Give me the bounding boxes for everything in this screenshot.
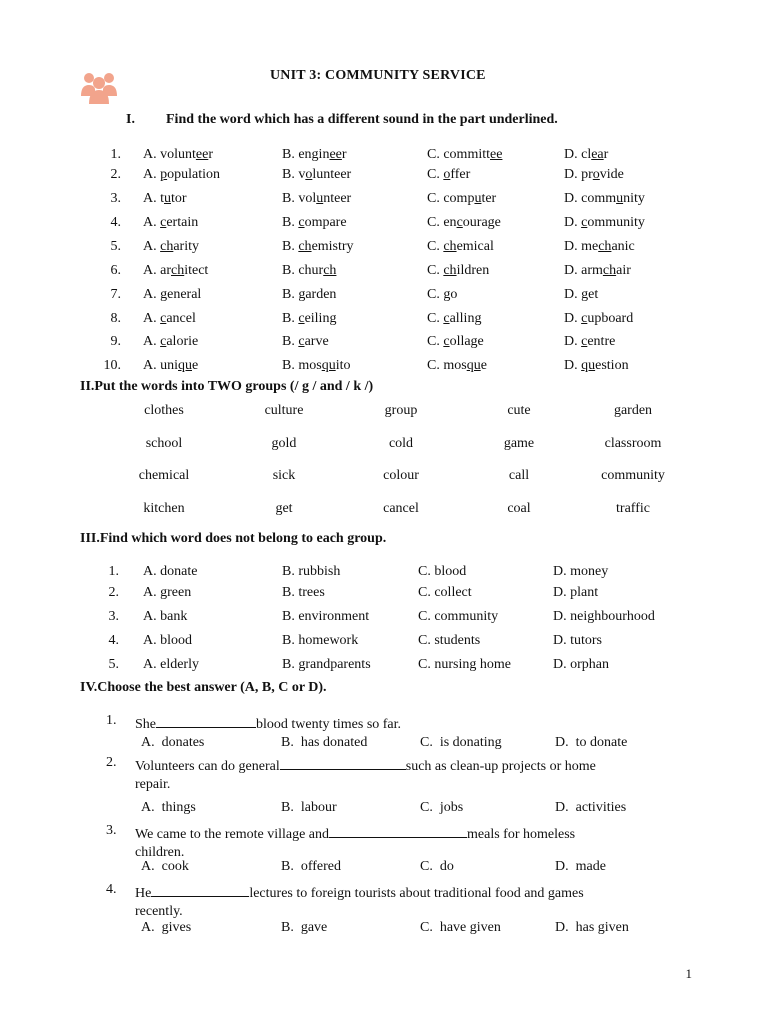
question-number: 2. [108,585,119,600]
answer-option: D. activities [555,800,627,815]
word-cell: chemical [138,468,190,483]
answer-option: B. engineer [282,147,347,162]
question-number: 2. [110,167,121,182]
underlined-part: ea [591,147,604,162]
answer-option: A. cancel [143,311,196,326]
word-cell: community [601,468,665,483]
word-cell: cancel [383,501,419,516]
underlined-part: qu [178,358,192,373]
answer-option: B. has donated [281,735,368,750]
answer-option: D. provide [564,167,624,182]
answer-option: C. children [427,263,490,278]
question-text: She blood twenty times so far. [135,713,655,734]
underlined-part: ch [160,239,174,254]
question-text: He lectures to foreign tourists about traditional food and games recently. [135,882,655,921]
question-row [0,311,768,331]
underlined-part: p [160,167,168,182]
answer-option: C. students [418,633,481,648]
underlined-part: ee [329,147,342,162]
question-row [0,167,768,187]
answer-blank [156,713,256,728]
answer-option: A. blood [143,633,192,648]
question-row [0,215,768,235]
answer-option: D. money [553,564,609,579]
answer-option: A. architect [143,263,209,278]
underlined-part: qu [321,358,336,373]
question-number: 5. [108,657,119,672]
section-1-heading: Find the word which has a different sound in the part underlined. [166,112,558,127]
word-cell: sick [272,468,296,483]
answer-option: B. homework [282,633,359,648]
question-number: 1. [106,713,117,728]
underlined-part: c [298,334,305,349]
question-number: 5. [110,239,121,254]
question-text: Volunteers can do general such as clean-up projects or home repair. [135,755,655,794]
word-cell: cute [507,403,531,418]
answer-option: C. mosque [427,358,487,373]
question-number: 2. [106,755,117,770]
word-cell: call [508,468,530,483]
answer-option: C. offer [427,167,471,182]
answer-blank [151,882,249,897]
question-number: 7. [110,287,121,302]
question-number: 6. [110,263,121,278]
underlined-part: g [443,287,451,302]
underlined-part: ch [298,239,312,254]
answer-option: B. carve [282,334,329,349]
answer-option: B. chemistry [282,239,354,254]
question-row [0,585,768,605]
answer-option: C. collage [427,334,484,349]
answer-option: B. mosquito [282,358,351,373]
section-1-number: I. [126,112,135,127]
underlined-part: c [160,215,167,230]
answer-option: A. certain [143,215,199,230]
underlined-part: c [160,311,167,326]
answer-option: D. neighbourhood [553,609,655,624]
underlined-part: qu [466,358,481,373]
answer-option: D. made [555,859,606,874]
underlined-part: c [456,215,463,230]
word-cell: kitchen [143,501,185,516]
answer-option: C. community [418,609,499,624]
section-4-heading: IV.Choose the best answer (A, B, C or D). [80,680,327,695]
underlined-part: ch [443,263,457,278]
question-text: We came to the remote village and meals for homeless children. [135,823,655,862]
answer-option: A. donates [141,735,205,750]
answer-option: A. bank [143,609,188,624]
answer-option: C. calling [427,311,482,326]
underlined-part: ch [598,239,612,254]
underlined-part: u [616,191,624,206]
question-number: 10. [103,358,121,373]
underlined-part: c [581,215,588,230]
underlined-part: c [160,334,167,349]
underlined-part: o [592,167,600,182]
word-cell: school [145,436,183,451]
answer-option: A. charity [143,239,199,254]
answer-option: C. nursing home [418,657,511,672]
answer-option: A. elderly [143,657,199,672]
answer-option: D. question [564,358,629,373]
word-cell: classroom [604,436,662,451]
answer-option: D. centre [564,334,616,349]
underlined-part: c [443,334,450,349]
word-cell: gold [271,436,297,451]
question-number: 1. [108,564,119,579]
answer-option: A. gives [141,920,192,935]
answer-option: B. trees [282,585,325,600]
answer-option: B. labour [281,800,337,815]
word-cell: coal [507,501,531,516]
word-cell: get [275,501,293,516]
answer-option: C. is donating [420,735,502,750]
answer-option: B. grandparents [282,657,371,672]
page-title: UNIT 3: COMMUNITY SERVICE [270,68,486,83]
answer-option: C. computer [427,191,497,206]
question-number: 8. [110,311,121,326]
answer-option: D. plant [553,585,599,600]
answer-option: D. mechanic [564,239,635,254]
answer-option: C. encourage [427,215,501,230]
section-2-heading: II.Put the words into TWO groups (/ g / and / k /) [80,379,374,394]
question-row [0,191,768,211]
answer-option: D. orphan [553,657,609,672]
underlined-part: ee [195,147,209,162]
word-cell: culture [264,403,304,418]
page-number: 1 [685,966,692,981]
question-number: 4. [108,633,119,648]
underlined-part: ch [602,263,617,278]
underlined-part: c [298,311,305,326]
answer-blank [280,755,406,770]
answer-option: B. offered [281,859,341,874]
word-cell: group [384,403,418,418]
answer-option: A. population [143,167,221,182]
question-number: 9. [110,334,121,349]
answer-option: A. tutor [143,191,187,206]
question-row [0,358,768,378]
answer-option: B. volunteer [282,167,352,182]
answer-option: D. community [564,215,645,230]
answer-options-row [0,859,768,879]
answer-option: D. clear [564,147,609,162]
answer-options-row [0,735,768,755]
question-row [0,334,768,354]
question-row [0,564,768,584]
answer-option: A. green [143,585,192,600]
question-number: 3. [106,823,117,838]
answer-option: D. armchair [564,263,631,278]
answer-option: B. volunteer [282,191,352,206]
answer-option: C. blood [418,564,467,579]
word-cell: clothes [144,403,184,418]
question-number: 4. [106,882,117,897]
answer-option: D. cupboard [564,311,634,326]
question-row [0,657,768,677]
answer-option: D. to donate [555,735,628,750]
underlined-part: u [316,191,324,206]
answer-option: A. volunteer [143,147,213,162]
question-number: 3. [108,609,119,624]
answer-option: B. garden [282,287,337,302]
underlined-part: ch [171,263,185,278]
answer-blank [329,823,467,838]
question-number: 3. [110,191,121,206]
underlined-part: c [443,311,450,326]
answer-options-row [0,800,768,820]
question-number: 4. [110,215,121,230]
word-cell: garden [613,403,653,418]
underlined-part: ch [443,239,457,254]
answer-option: B. compare [282,215,347,230]
answer-option: C. have given [420,920,501,935]
answer-option: D. community [564,191,645,206]
underlined-part: u [474,191,482,206]
question-row [0,633,768,653]
answer-option: A. donate [143,564,198,579]
underlined-part: c [581,311,588,326]
underlined-part: g [298,287,306,302]
answer-option: A. general [143,287,202,302]
word-cell: traffic [616,501,650,516]
answer-option: A. cook [141,859,189,874]
question-row [0,287,768,307]
answer-option: B. rubbish [282,564,341,579]
answer-options-row [0,920,768,940]
underlined-part: ee [490,147,503,162]
answer-option: C. chemical [427,239,494,254]
word-cell: colour [383,468,419,483]
answer-option: C. collect [418,585,472,600]
question-row [0,147,768,167]
underlined-part: qu [581,358,596,373]
underlined-part: o [443,167,451,182]
word-cell: cold [388,436,414,451]
answer-option: A. things [141,800,196,815]
word-cell: game [503,436,535,451]
answer-option: C. do [420,859,454,874]
answer-option: D. tutors [553,633,602,648]
answer-option: D. has given [555,920,629,935]
answer-option: C. go [427,287,458,302]
underlined-part: g [581,287,589,302]
underlined-part: c [581,334,588,349]
answer-option: A. unique [143,358,199,373]
underlined-part: u [164,191,171,206]
answer-option: B. gave [281,920,328,935]
question-row [0,609,768,629]
answer-option: C. jobs [420,800,464,815]
answer-option: D. get [564,287,599,302]
question-row [0,263,768,283]
answer-option: B. church [282,263,337,278]
question-row [0,239,768,259]
underlined-part: o [305,167,313,182]
answer-option: A. calorie [143,334,199,349]
answer-option: B. environment [282,609,370,624]
section-3-heading: III.Find which word does not belong to each group. [80,531,387,546]
question-number: 1. [110,147,121,162]
underlined-part: c [298,215,305,230]
underlined-part: ch [323,263,337,278]
answer-option: C. committee [427,147,503,162]
underlined-part: g [160,287,168,302]
answer-option: B. ceiling [282,311,337,326]
